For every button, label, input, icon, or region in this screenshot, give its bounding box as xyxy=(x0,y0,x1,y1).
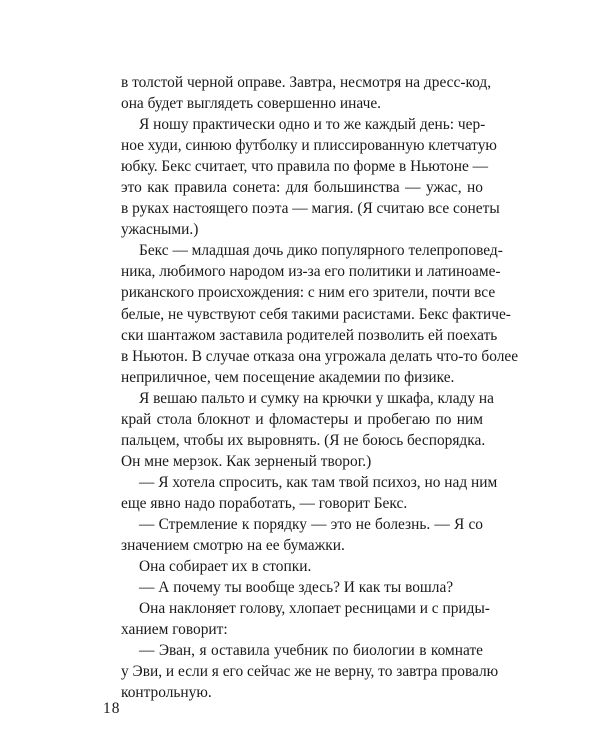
text-line: — А почему ты вообще здесь? И как ты вошла? xyxy=(139,579,454,597)
text-line: пальцем, чтобы их выровнять. (Я не боюсь беспорядка. xyxy=(121,431,486,449)
text-line: — Эван, я оставила учебник по биологии в комнате xyxy=(139,642,483,660)
text-line: неприличное, чем посещение академии по физике. xyxy=(121,368,455,386)
text-line: Она собирает их в стопки. xyxy=(139,558,312,576)
text-line: это как правила сонета: для большинства — ужас, но xyxy=(121,179,483,197)
text-line: ханием говорит: xyxy=(121,621,228,639)
text-line: в толстой черной оправе. Завтра, несмотря на дресс-код, xyxy=(121,74,492,91)
text-line: Я вешаю пальто и сумку на крючки у шкафа, кладу на xyxy=(139,389,494,407)
text-line: — Стремление к порядку — это не болезнь. — Я со xyxy=(139,515,483,533)
text-line: она будет выглядеть совершенно иначе. xyxy=(121,95,382,113)
text-line: ника, любимого народом из-за его политики и латиноаме- xyxy=(121,263,501,281)
text-line: контрольную. xyxy=(121,684,212,702)
text-line: значением смотрю на ее бумажки. xyxy=(121,537,345,555)
text-line: ски шантажом заставила родителей позволить ей поехать xyxy=(121,326,498,344)
page-number: 18 xyxy=(103,700,121,717)
text-line: Я ношу практически одно и то же каждый день: чер- xyxy=(139,116,486,134)
text-line: край стола блокнот и фломастеры и пробегаю по ним xyxy=(121,410,483,428)
text-line: — Я хотела спросить, как там твой психоз, но над ним xyxy=(139,473,498,491)
text-line: ужасными.) xyxy=(121,221,199,239)
text-line: белые, не чувствуют себя такими расистами. Бекс фактиче- xyxy=(121,305,511,323)
text-line: еще явно надо поработать, — говорит Бекс. xyxy=(121,494,408,512)
text-line: риканского происхождения: с ним его зрители, почти все xyxy=(121,284,496,302)
text-line: Она наклоняет голову, хлопает ресницами и с приды- xyxy=(139,600,490,618)
text-line: юбку. Бекс считает, что правила по форме в Ньютоне — xyxy=(121,158,489,176)
body-text xyxy=(121,72,519,703)
text-line: Он мне мерзок. Как зерненый творог.) xyxy=(121,452,372,470)
text-line: в Ньютон. В случае отказа она угрожала делать что-то более xyxy=(121,347,519,365)
text-line: в руках настоящего поэта — магия. (Я считаю все сонеты xyxy=(121,200,500,218)
text-line: ное худи, синюю футболку и плиссированную клетчатую xyxy=(121,137,497,155)
text-line: Бекс — младшая дочь дико популярного телепроповед- xyxy=(139,242,503,260)
text-line: у Эви, и если я его сейчас же не верну, то завтра провалю xyxy=(121,663,499,681)
